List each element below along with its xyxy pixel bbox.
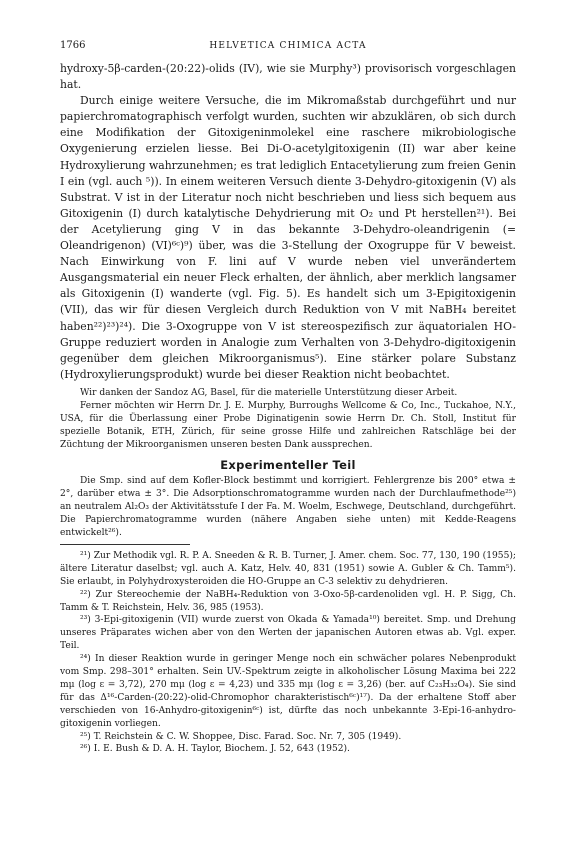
footnote-24: ²⁴) In dieser Reaktion wurde in geringer Menge noch ein schwächer polares Nebenprodukt vom Smp. 298–301° erhalten. Sein UV.-Spektrum zeigte in alkoholischer Lösung Maxima bei 222 mμ (log ε = 3,72), 270 mμ (log ε = 4,23) und 335 mμ (log ε = 3,26) (ber. auf C₂₃H₃₂O₄). Sie sind für das Δ¹⁶-Carden-(20:22)-olid-Chromophor charakteristisch⁶ᶜ)¹⁷). Da der erhaltene Stoff aber verschieden von 16-Anhydro-gitoxigenin⁶ᶜ) ist, dürfte das noch unbekannte 3-Epi-16-anhydro-gitoxigenin vorliegen. <box>60 654 516 729</box>
ack-sandoz: Wir danken der Sandoz AG, Basel, für die materielle Unterstützung dieser Arbeit. <box>80 387 458 398</box>
page-header <box>60 40 516 51</box>
experimental-section <box>60 475 516 540</box>
journal-title: HELVETICA CHIMICA ACTA <box>209 41 367 51</box>
journal-page <box>60 40 516 756</box>
page-number: 1766 <box>60 40 86 51</box>
paragraph-continuation: hydroxy-5β-carden-(20:22)-olids (IV), wie sie Murphy³) provisorisch vorgeschlagen hat. <box>60 62 516 92</box>
acknowledgements <box>60 387 516 452</box>
footnote-25: ²⁵) T. Reichstein & C. W. Shoppee, Disc. Farad. Soc. Nr. 7, 305 (1949). <box>80 731 402 742</box>
footnote-21: ²¹) Zur Methodik vgl. R. P. A. Sneeden & R. B. Turner, J. Amer. chem. Soc. 77, 130, 190 (1955); ältere Literatur daselbst; vgl. auch A. Katz, Helv. 40, 831 (1951) sowie A. Gubler & Ch. Tamm⁵). Sie erlaubt, in Polyhydroxysteroiden die HO-Gruppe an C-3 selektiv zu dehydrieren. <box>60 550 516 587</box>
experimental-text: Die Smp. sind auf dem Kofler-Block bestimmt und korrigiert. Fehlergrenze bis 200° etwa ± 2°, darüber etwa ± 3°. Die Adsorptionschromatogramme wurden nach der Durchlaufmethode²⁵) an neutralem Al₂O₃ der Aktivitätsstufe I der Fa. M. Woelm, Eschwege, Deutschland, durchgeführt. Die Papierchromatogramme wurden (nähere Angaben siehe unten) mit Kedde-Reagens entwickelt²⁶). <box>60 475 516 538</box>
footnote-divider <box>60 544 190 545</box>
main-text <box>60 61 516 383</box>
section-title: Experimenteller Teil <box>220 457 356 472</box>
footnote-22: ²²) Zur Stereochemie der NaBH₄-Reduktion von 3-Oxo-5β-cardenoliden vgl. H. P. Sigg, Ch. Tamm & T. Reichstein, Helv. 36, 985 (1953). <box>60 589 516 613</box>
footnote-26: ²⁶) I. E. Bush & D. A. H. Taylor, Biochem. J. 52, 643 (1952). <box>80 744 350 755</box>
paragraph-experiments: Durch einige weitere Versuche, die im Mikromaßstab durchgeführt und nur papierchromatographisch verfolgt wurden, suchten wir abzuklären, ob sich durch eine Modifikation der Gitoxigeninmolekel eine raschere mikrobiologische Oxygenierung erzielen liesse. Bei Di-O-acetylgitoxigenin (II) war aber keine Hydroxylierung wahrzunehmen; es trat lediglich Entacetylierung zum freien Genin I ein (vgl. auch ⁵)). In einem weiteren Versuch diente 3-Dehydro-gitoxigenin (V) als Substrat. V ist in der Literatur noch nicht beschrieben und liess sich bequem aus Gitoxigenin (I) durch katalytische Dehydrierung mit O₂ und Pt herstellen²¹). Bei der Acetylierung ging V in das bekannte 3-Dehydro-oleandrigenin (= Oleandrigenon) (VI)⁶ᶜ)⁹) über, was die 3-Stellung der Oxogruppe für V beweist. Nach Einwirkung von F. lini auf V wurde neben viel unverändertem Ausgangsmaterial ein neuer Fleck erhalten, der ähnlich, aber merklich langsamer als Gitoxigenin (I) wanderte (vgl. Fig. 5). Es handelt sich um 3-Epigitoxigenin (VII), das wir für diesen Vergleich durch Reduktion von V mit NaBH₄ bereitet haben²²)²³)²⁴). Die 3-Oxogruppe von V ist stereospezifisch zur äquatorialen HO-Gruppe reduziert worden in Analogie zum Verhalten von 3-Dehydro-digitoxigenin gegenüber dem gleichen Mikroorganismus⁵). Eine stärker polare Substanz (Hydroxylierungsprodukt) wurde bei dieser Reaktion nicht beobachtet. <box>60 94 516 381</box>
footnotes <box>60 550 516 757</box>
footnote-23: ²³) 3-Epi-gitoxigenin (VII) wurde zuerst von Okada & Yamada¹⁰) bereitet. Smp. und Drehung unseres Präparates wichen aber von den Werten der japanischen Autoren etwas ab. Vgl. exper. Teil. <box>60 615 516 652</box>
ack-persons: Ferner möchten wir Herrn Dr. J. E. Murphy, Burroughs Wellcome & Co, Inc., Tuckahoe, N.Y., USA, für die Überlassung einer Probe Diginatigenin sowie Herrn Dr. Ch. Stoll, Institut für spezielle Botanik, ETH, Zürich, für seine grosse Hilfe und zahlreichen Ratschläge bei der Züchtung der Mikroorganismen unseren besten Dank aussprechen. <box>60 400 516 450</box>
